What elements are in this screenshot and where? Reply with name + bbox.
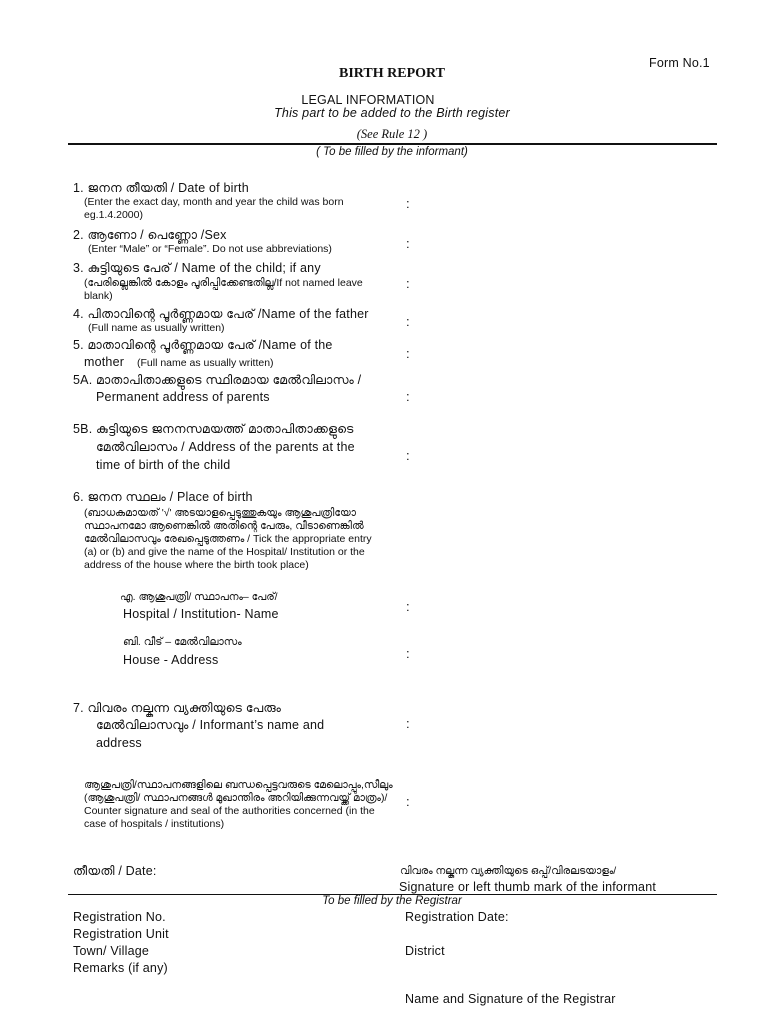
item-birth-address-label: 5B. കുട്ടിയുടെ ജനനസമയത്ത് മാതാപിതാക്കളുടെ (73, 422, 354, 436)
form-note: This part to be added to the Birth register (274, 106, 510, 120)
informant-signature-label: Signature or left thumb mark of the informant (399, 880, 657, 894)
house-option-label: House - Address (123, 653, 219, 667)
item-place-of-birth-label: 6. ജനന സ്ഥലം / Place of birth (73, 490, 253, 504)
item-date-of-birth-field[interactable]: : (406, 196, 410, 211)
item-permanent-address-field[interactable]: : (406, 389, 410, 404)
item-sex-hint: (Enter “Male” or “Female”. Do not use abbreviations) (88, 243, 332, 255)
item-place-of-birth-hint: (ബാധകമായത് '√' അടയാളപ്പെടുത്തുകയും ആശുപത്രിയോ സ്ഥാപനമോ ആണെങ്കിൽ അതിന്റെ പേരും, വീടാണെങ്കിൽ മേൽവിലാസവും രേഖപ്പെടുത്തണം / Tick the appropriate entry (a) or (b) and give the name of the Hospital/ Institution or the address of the house where the birth took place) (84, 507, 372, 571)
registration-number-label: Registration No. (73, 910, 166, 924)
item-father-name-hint: (Full name as usually written) (88, 322, 225, 334)
form-number: Form No.1 (649, 56, 710, 70)
town-village-label: Town/ Village (73, 944, 150, 958)
item-birth-address-label-end: time of birth of the child (96, 458, 231, 472)
item-mother-name-label: 5. മാതാവിന്റെ പൂർണ്ണമായ പേര് /Name of the (73, 338, 333, 352)
item-informant-label-end: address (96, 736, 142, 750)
item-permanent-address-label: 5A. മാതാപിതാക്കളുടെ സ്ഥിരമായ മേൽവിലാസം / (73, 373, 362, 387)
hospital-option-label: Hospital / Institution- Name (123, 607, 279, 621)
counter-signature-label: ആശുപത്രി/സ്ഥാപനങ്ങളിലെ ബന്ധപ്പെട്ടവരുടെ മേലൊപ്പും,സീലും (ആശുപത്രി/ സ്ഥാപനങ്ങൾ മുഖാന്തിരം അറിയിക്കുന്നവയ്ക്ക് മാത്രം)/ Counter signature and seal of the authorities concerned (in the case of hospitals / institutions) (84, 779, 393, 830)
counter-signature-field[interactable]: : (406, 794, 410, 809)
informant-section-heading: ( To be filled by the informant) (316, 146, 468, 158)
item-father-name-field[interactable]: : (406, 314, 410, 329)
item-child-name-hint: (പേരില്ലെങ്കിൽ കോളം പൂരിപ്പിക്കേണ്ടതില്ല/If not named leave blank) (84, 277, 363, 302)
item-permanent-address-label-en: Permanent address of parents (96, 390, 270, 404)
item-sex-label: 2. ആണോ / പെണ്ണോ /Sex (73, 228, 227, 242)
item-child-name-field[interactable]: : (406, 276, 410, 291)
item-informant-field[interactable]: : (406, 716, 410, 731)
item-child-name-label: 3. കുട്ടിയുടെ പേര് / Name of the child; if any (73, 261, 321, 275)
hospital-option-label-ml: എ. ആശുപത്രി/ സ്ഥാപനം– പേര്/ (120, 591, 278, 603)
registration-unit-label: Registration Unit (73, 927, 169, 941)
item-date-of-birth-hint: (Enter the exact day, month and year the child was born eg.1.4.2000) (84, 196, 344, 221)
informant-signature-label-ml: വിവരം നല്കുന്ന വ്യക്തിയുടെ ഒപ്പ്/വിരലടയാളം/ (400, 865, 617, 877)
remarks-label: Remarks (if any) (73, 961, 168, 975)
item-sex-field[interactable]: : (406, 236, 410, 251)
registrar-signature-label: Name and Signature of the Registrar (405, 992, 616, 1006)
house-address-field[interactable]: : (406, 646, 410, 661)
house-option-label-ml: ബി. വീട് – മേൽവിലാസം (123, 636, 242, 648)
district-label: District (405, 944, 445, 958)
form-subtitle: LEGAL INFORMATION (301, 93, 435, 107)
item-father-name-label: 4. പിതാവിന്റെ പൂർണ്ണമായ പേര് /Name of the father (73, 307, 369, 321)
rule-reference: (See Rule 12 ) (356, 127, 428, 141)
form-title: BIRTH REPORT (339, 66, 445, 81)
date-label: തീയതി / Date: (73, 864, 157, 878)
hospital-name-field[interactable]: : (406, 599, 410, 614)
item-mother-name-hint: (Full name as usually written) (137, 357, 274, 369)
item-birth-address-field[interactable]: : (406, 448, 410, 463)
item-date-of-birth-label: 1. ജനന തീയതി / Date of birth (73, 181, 249, 195)
item-mother-name-field[interactable]: : (406, 346, 410, 361)
item-informant-label: 7. വിവരം നല്കുന്ന വ്യക്തിയുടെ പേരും (73, 701, 282, 715)
item-mother-name-label-cont: mother (84, 355, 125, 369)
item-birth-address-label-cont: മേൽവിലാസം / Address of the parents at the (96, 440, 355, 454)
item-informant-label-cont: മേൽവിലാസവും / Informant’s name and (96, 718, 325, 732)
registration-date-label: Registration Date: (405, 910, 509, 924)
registrar-section-heading: To be filled by the Registrar (322, 895, 462, 907)
